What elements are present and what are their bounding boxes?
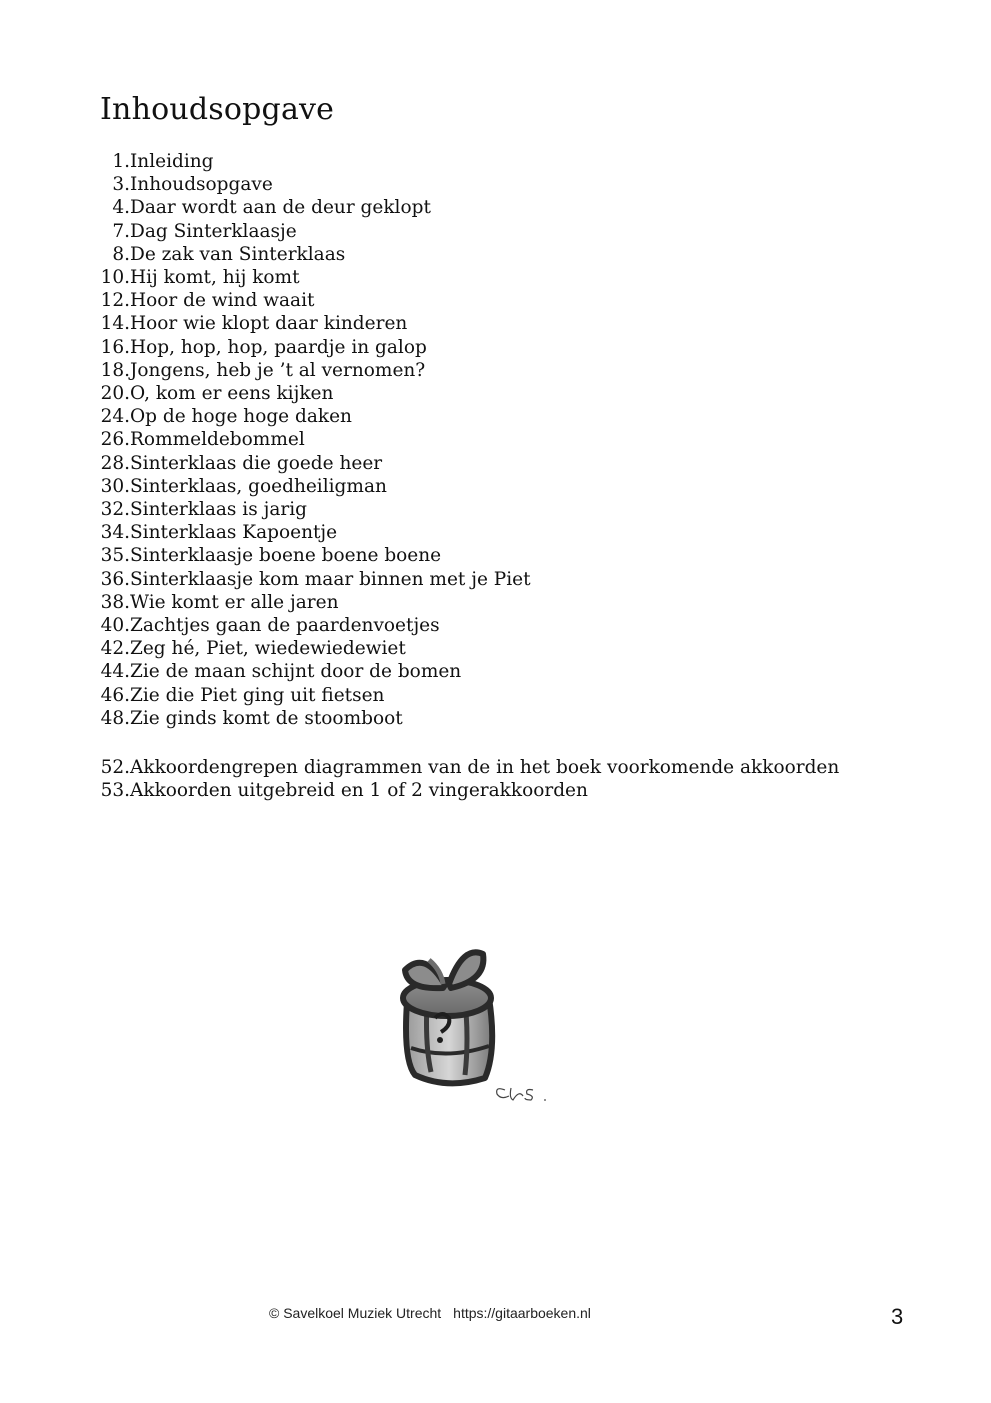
toc-title: Akkoordengrepen diagrammen van de in het boek voorkomende akkoorden (130, 757, 840, 778)
toc-title: Sinterklaasje kom maar binnen met je Piet (130, 568, 531, 590)
page-footer (269, 1305, 591, 1321)
toc-item (100, 196, 531, 219)
toc-title: Zie die Piet ging uit fietsen (130, 684, 385, 706)
toc-page-number: 44. (100, 661, 130, 683)
toc-item (100, 614, 531, 637)
toc-title: Zie de maan schijnt door de bomen (130, 661, 462, 683)
toc-item (100, 405, 531, 428)
toc-title: Hoor wie klopt daar kinderen (130, 313, 408, 335)
toc-page-number: 30. (100, 475, 130, 497)
toc-title: Rommeldebommel (130, 429, 305, 451)
toc-item (100, 756, 839, 779)
toc-item (100, 243, 531, 266)
toc-title: Hoor de wind waait (130, 290, 315, 312)
toc-title: Akkoorden uitgebreid en 1 of 2 vingerakkoorden (130, 780, 588, 802)
toc-title: Op de hoge hoge daken (130, 406, 352, 428)
toc-page-number: 1. (112, 151, 130, 172)
toc-item (100, 266, 531, 289)
toc-title: Sinterklaas die goede heer (130, 452, 383, 474)
toc-item (100, 336, 531, 359)
toc-title: Sinterklaas Kapoentje (130, 522, 338, 544)
toc-item (100, 544, 531, 567)
toc-item (100, 660, 531, 683)
toc-page-number: 46. (100, 684, 130, 706)
website-link[interactable]: https://gitaarboeken.nl (453, 1305, 591, 1321)
toc-page-number: 14. (100, 313, 130, 335)
toc-item (100, 568, 531, 591)
toc-title: Sinterklaas, goedheiligman (130, 475, 387, 497)
toc-page-number: 16. (100, 336, 130, 358)
toc-page-number: 28. (100, 452, 130, 474)
toc-item (100, 475, 531, 498)
toc-item (100, 382, 531, 405)
toc-item (100, 428, 531, 451)
toc-page-number: 8. (112, 243, 130, 265)
toc-item (100, 779, 839, 802)
toc-page-number: 32. (100, 499, 130, 521)
toc-title: Zie ginds komt de stoomboot (130, 707, 403, 729)
toc-item (100, 359, 531, 382)
toc-page-number: 52. (100, 757, 130, 778)
toc-title: Hij komt, hij komt (130, 267, 300, 289)
toc-page-number: 4. (112, 197, 130, 219)
toc-item (100, 591, 531, 614)
toc-title: Sinterklaasje boene boene boene (130, 545, 442, 567)
toc-page-number: 34. (100, 522, 130, 544)
toc-page-number: 53. (100, 780, 130, 802)
toc-title: De zak van Sinterklaas (130, 243, 346, 265)
toc-page-number: 20. (100, 383, 130, 405)
page-title: Inhoudsopgave (100, 92, 335, 127)
toc-page-number: 18. (100, 359, 130, 381)
toc-item (100, 521, 531, 544)
toc-title: Inhoudsopgave (130, 174, 273, 196)
toc-item (100, 312, 531, 335)
toc-page-number: 38. (100, 591, 130, 613)
table-of-contents (100, 150, 531, 730)
toc-item (100, 289, 531, 312)
toc-item (100, 684, 531, 707)
toc-page-number: 35. (100, 545, 130, 567)
toc-title: Hop, hop, hop, paardje in galop (130, 336, 427, 358)
gift-bag-illustration (385, 940, 555, 1110)
toc-page-number: 24. (100, 406, 130, 428)
toc-item (100, 150, 531, 173)
gift-bag-icon (385, 940, 555, 1110)
toc-item (100, 452, 531, 475)
toc-item (100, 707, 531, 730)
toc-title: Inleiding (130, 151, 214, 172)
toc-page-number: 12. (100, 290, 130, 312)
toc-item (100, 220, 531, 243)
toc-title: Dag Sinterklaasje (130, 220, 297, 242)
toc-page-number: 3. (112, 174, 130, 196)
toc-title: Jongens, heb je ’t al vernomen? (130, 359, 426, 381)
toc-page-number: 40. (100, 615, 130, 637)
toc-page-number: 36. (100, 568, 130, 590)
toc-title: Zachtjes gaan de paardenvoetjes (130, 615, 440, 637)
toc-item (100, 173, 531, 196)
toc-page-number: 10. (100, 267, 130, 289)
toc-page-number: 26. (100, 429, 130, 451)
toc-title: Daar wordt aan de deur geklopt (130, 197, 431, 219)
toc-item (100, 637, 531, 660)
toc-page-number: 7. (112, 220, 130, 242)
copyright-notice: © Savelkoel Muziek Utrecht (269, 1305, 442, 1321)
toc-item (100, 498, 531, 521)
toc-page-number: 42. (100, 638, 130, 660)
toc-title: O, kom er eens kijken (130, 383, 334, 405)
toc-title: Wie komt er alle jaren (130, 591, 339, 613)
appendix-contents (100, 756, 839, 802)
toc-title: Sinterklaas is jarig (130, 499, 307, 521)
toc-page-number: 48. (100, 707, 130, 729)
toc-title: Zeg hé, Piet, wiedewiedewiet (130, 638, 406, 660)
page-number: 3 (891, 1304, 904, 1329)
